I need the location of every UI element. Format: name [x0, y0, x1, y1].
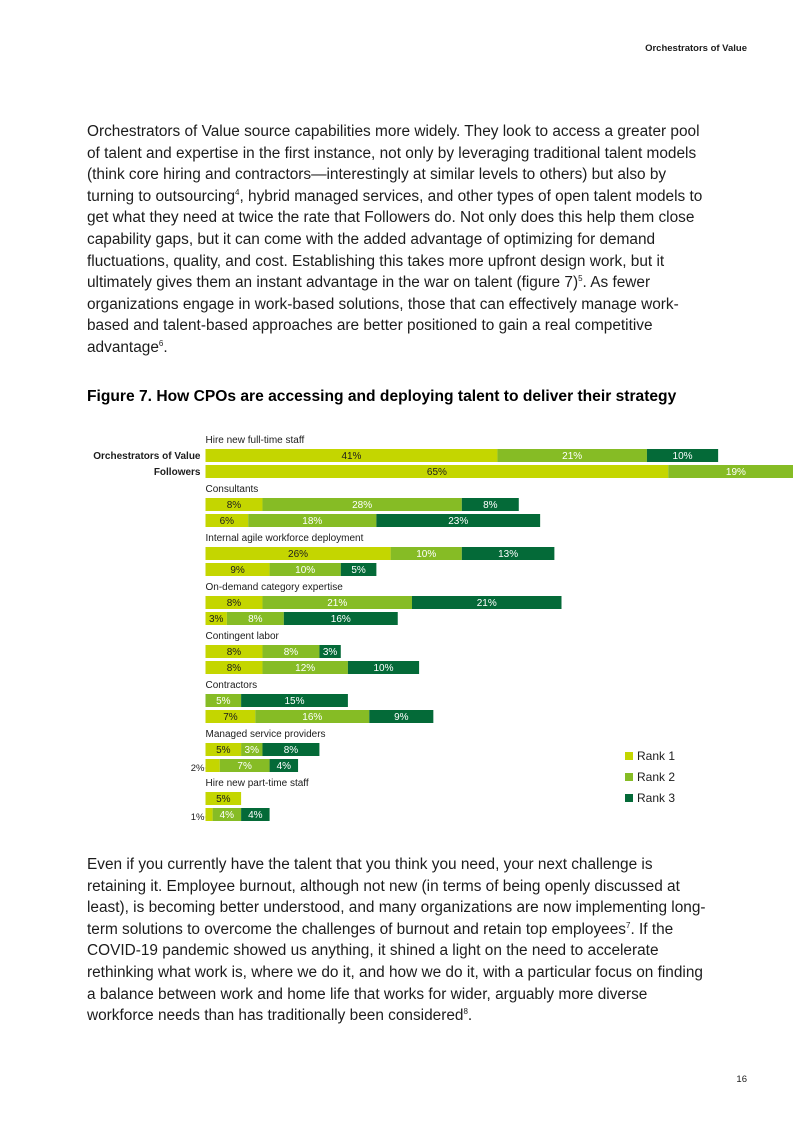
legend-swatch-rank2 [625, 773, 633, 781]
legend-label-rank3: Rank 3 [637, 791, 676, 805]
category-label-4: Contingent labor [205, 631, 279, 642]
bar-label-3-followers-rank3: 16% [330, 614, 351, 625]
footnote-ref-4[interactable]: 4 [235, 187, 240, 197]
intro-paragraph [87, 121, 712, 359]
bar-label-0-orchestrators-rank1: 41% [341, 451, 362, 462]
bar-label-6-orchestrators-rank1: 5% [216, 745, 231, 756]
bar-label-3-followers-rank1: 3% [208, 614, 224, 625]
footnote-ref-8[interactable]: 8 [463, 1007, 468, 1017]
bar-label-4-orchestrators-rank2: 8% [283, 647, 299, 658]
bar-label-2-orchestrators-rank1: 26% [288, 549, 309, 560]
bar-label-7-followers-rank1: 1% [190, 812, 205, 823]
bar-label-1-orchestrators-rank2: 28% [352, 500, 373, 511]
bar-label-0-orchestrators-rank3: 10% [672, 451, 693, 462]
running-header: Orchestrators of Value [645, 43, 747, 54]
category-label-1: Consultants [205, 484, 259, 495]
bar-label-1-followers-rank1: 6% [219, 516, 235, 527]
bar-label-2-orchestrators-rank2: 10% [416, 549, 437, 560]
category-label-3: On-demand category expertise [205, 582, 343, 593]
intro-text-1: Orchestrators of Value source capabilities more widely. They look to access a greater pool of talent and expertise in the first instance, not only by leveraging traditional talent models (think core hiring and contractors—interestingly at similar levels to others) but also by turning to outsourcing [87, 123, 700, 205]
bar-label-2-followers-rank3: 5% [351, 565, 366, 576]
bar-label-6-followers-rank3: 4% [276, 761, 292, 772]
bar-label-4-orchestrators-rank3: 3% [322, 647, 338, 658]
intro-text-3: . As fewer organizations engage in work-based solutions, those that can effectively manage work-based and talent-based approaches are better positioned to gain a real competitive advantage [87, 274, 679, 356]
bar-label-2-followers-rank1: 9% [230, 565, 245, 576]
bar-label-0-orchestrators-rank2: 21% [562, 451, 583, 462]
bar-label-6-followers-rank2: 7% [237, 761, 252, 772]
bar-label-5-followers-rank1: 7% [223, 712, 238, 723]
bar-label-5-orchestrators-rank2: 5% [216, 696, 231, 707]
bar-label-1-followers-rank3: 23% [448, 516, 469, 527]
bar-label-5-orchestrators-rank3: 15% [284, 696, 305, 707]
category-label-2: Internal agile workforce deployment [205, 533, 364, 544]
bar-7-followers-rank1 [206, 808, 213, 821]
legend-label-rank2: Rank 2 [637, 770, 676, 784]
category-label-6: Managed service providers [205, 729, 326, 740]
bar-label-5-followers-rank3: 9% [394, 712, 409, 723]
footnote-ref-7[interactable]: 7 [626, 920, 631, 930]
bar-label-3-orchestrators-rank1: 8% [226, 598, 242, 609]
legend-swatch-rank1 [625, 752, 633, 760]
outro-text-2: . If the COVID-19 pandemic showed us anything, it shined a light on the need to accelerate rethinking what work is, where we do it, and how we do it, with a particular focus on finding a balance between work and home life that works for wider, arguably more diverse workforce needs than has traditionally been considered [87, 920, 703, 1025]
bar-label-7-followers-rank3: 4% [248, 810, 263, 821]
bar-label-2-orchestrators-rank3: 13% [498, 549, 519, 560]
group-label-orchestrators: Orchestrators of Value [93, 451, 201, 462]
bar-label-1-orchestrators-rank1: 8% [226, 500, 242, 511]
figure-title: Figure 7. How CPOs are accessing and deploying talent to deliver their strategy [87, 388, 677, 405]
legend-swatch-rank3 [625, 794, 633, 802]
bar-label-2-followers-rank2: 10% [295, 565, 316, 576]
bar-label-5-followers-rank2: 16% [302, 712, 323, 723]
bar-label-6-followers-rank1: 2% [190, 763, 205, 774]
bar-label-4-followers-rank2: 12% [295, 663, 316, 674]
bar-6-followers-rank1 [206, 759, 220, 772]
bar-label-1-followers-rank2: 18% [302, 516, 323, 527]
bar-label-6-orchestrators-rank2: 3% [244, 745, 260, 756]
category-label-5: Contractors [205, 680, 258, 691]
bar-label-1-orchestrators-rank3: 8% [483, 500, 498, 511]
bar-label-3-orchestrators-rank2: 21% [327, 598, 348, 609]
bar-label-7-orchestrators-rank1: 5% [216, 794, 231, 805]
category-label-7: Hire new part-time staff [205, 778, 309, 789]
bar-label-3-followers-rank2: 8% [248, 614, 263, 625]
outro-text-3: . [467, 1007, 473, 1025]
footnote-ref-6[interactable]: 6 [158, 338, 164, 348]
outro-paragraph [87, 854, 712, 1027]
bar-label-0-followers-rank1: 65% [426, 467, 447, 478]
bar-label-4-followers-rank3: 10% [373, 663, 394, 674]
bar-label-7-followers-rank2: 4% [219, 810, 235, 821]
outro-text-1: Even if you currently have the talent that you think you need, your next challenge is retaining it. Employee burnout, although not new (in terms of being openly discussed at least), is becoming better understood, and many organizations are now implementing long-term solutions to overcome the challenges of burnout and retain top employees [87, 856, 706, 938]
intro-text-2: , hybrid managed services, and other types of open talent models to get what they need at twice the rate that Followers do. Not only does this help them close capability gaps, but it can come with the added advantage of optimizing for demand fluctuations, quality, and cost. Establishing this takes more upfront design work, but it ultimately gives them an instant advantage in the war on talent (figure 7) [87, 187, 703, 292]
bar-label-0-followers-rank2: 19% [725, 467, 746, 478]
footnote-ref-5[interactable]: 5 [578, 274, 583, 284]
bar-label-4-orchestrators-rank1: 8% [226, 647, 242, 658]
group-label-followers: Followers [153, 467, 201, 478]
bar-label-4-followers-rank1: 8% [226, 663, 242, 674]
intro-text-4: . [163, 338, 168, 356]
stacked-bar-chart [0, 425, 793, 825]
legend-label-rank1: Rank 1 [637, 749, 676, 763]
page-number: 16 [736, 1074, 747, 1085]
bar-label-3-orchestrators-rank3: 21% [476, 598, 497, 609]
category-label-0: Hire new full-time staff [205, 435, 305, 446]
bar-label-6-orchestrators-rank3: 8% [283, 745, 299, 756]
